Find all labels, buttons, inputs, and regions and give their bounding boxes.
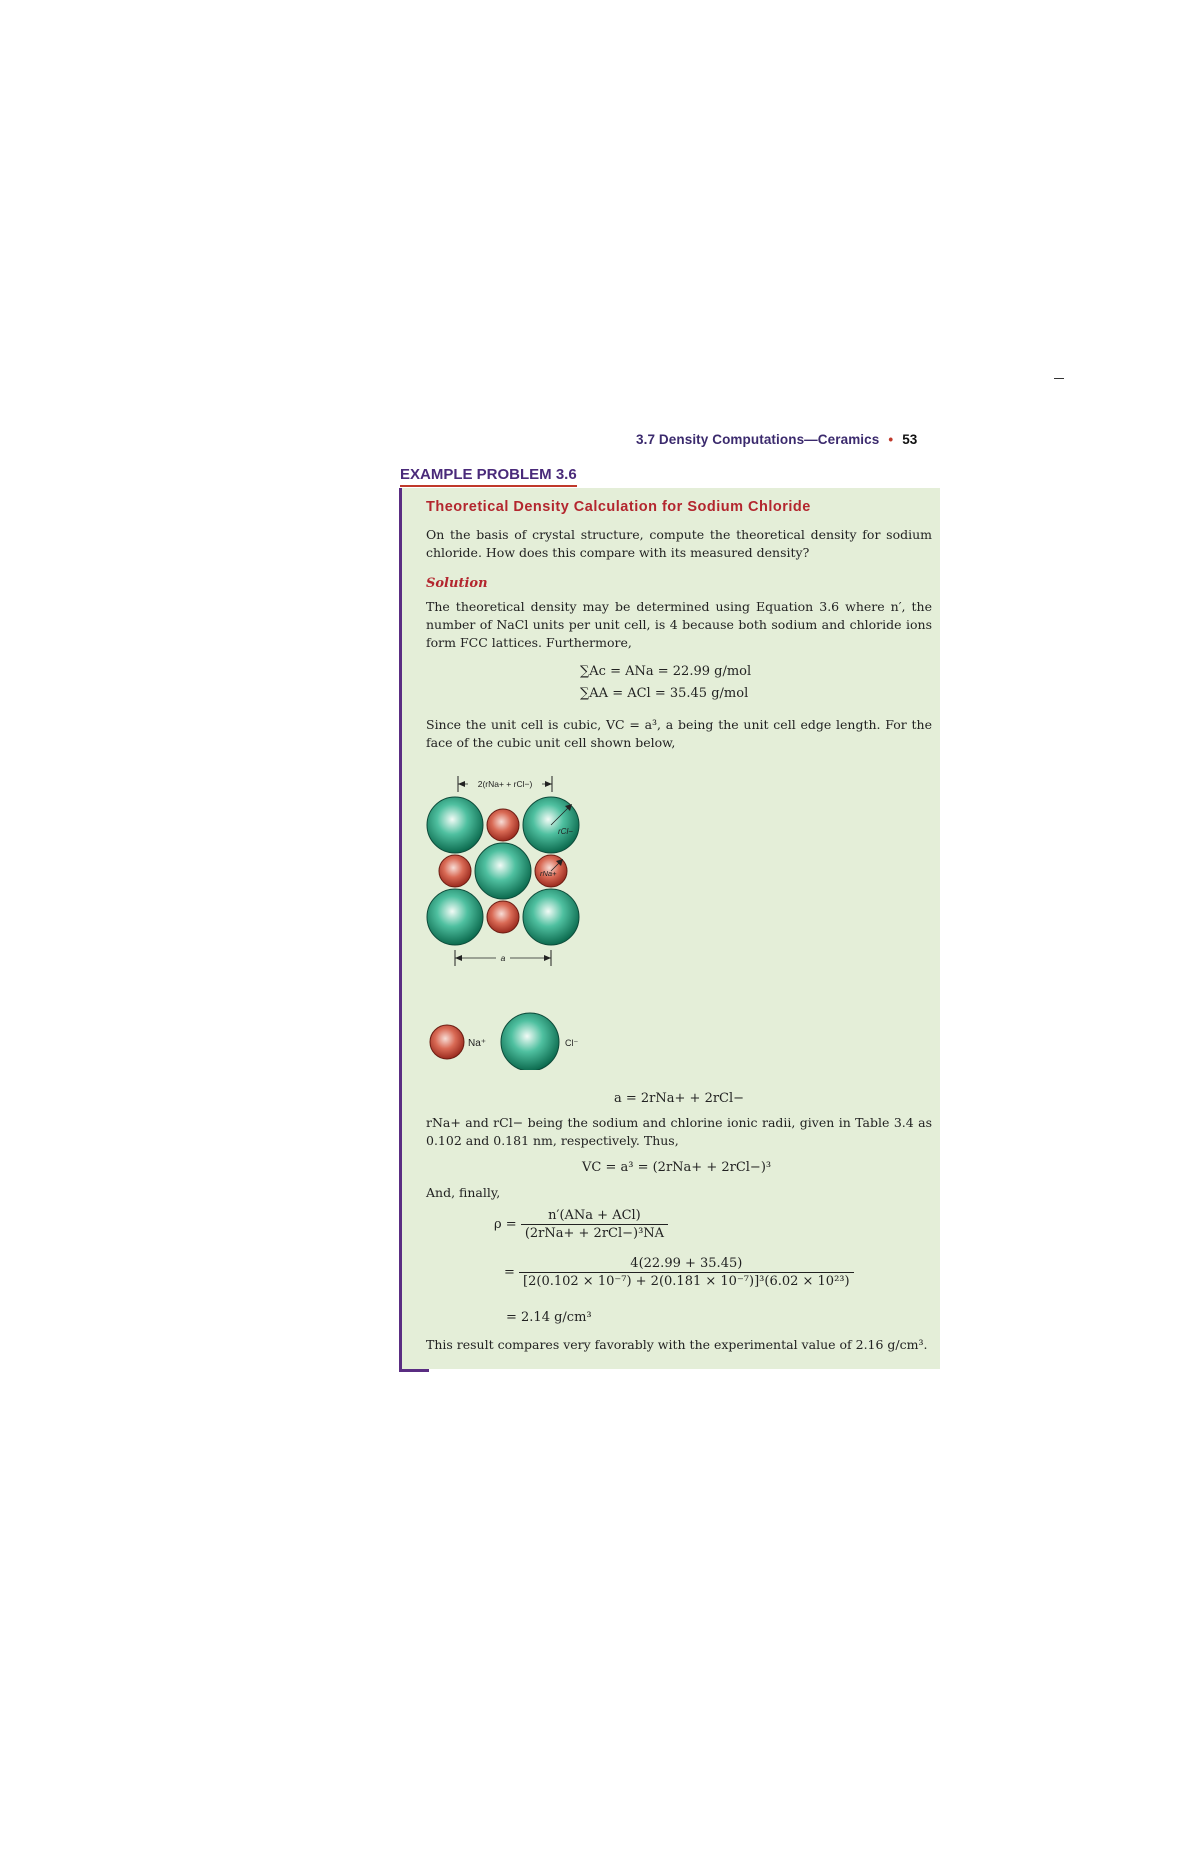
- equation-sum-ac: ∑Ac = ANa = 22.99 g/mol: [580, 664, 752, 679]
- solution-text-1: The theoretical density may be determined using Equation 3.6 where n′, the number of NaCl units per unit cell, is 4 because both sodium and chloride ions form FCC lattices. Furthermore,: [426, 599, 932, 650]
- top-dimension-label: 2(rNa+ + rCl−): [477, 779, 533, 789]
- density-equation: [494, 1208, 668, 1241]
- na-ion: [439, 855, 471, 887]
- r-na-label: rNa+: [540, 869, 557, 878]
- density-numerator: n′(ANa + ACl): [521, 1208, 668, 1225]
- substitution-numerator: 4(22.99 + 35.45): [519, 1256, 854, 1273]
- bottom-dimension-label: a: [500, 953, 506, 963]
- cl-ion: [523, 889, 579, 945]
- header-bullet: •: [888, 432, 894, 447]
- legend-na-ion: [430, 1025, 464, 1059]
- cl-ion: [475, 843, 531, 899]
- crop-mark: [1054, 378, 1064, 379]
- box-bottom-rule: [399, 1369, 429, 1372]
- box-left-rule: [399, 488, 402, 1372]
- cl-ion: [427, 797, 483, 853]
- legend-na-label: Na⁺: [468, 1038, 487, 1049]
- legend-cl-label: Cl⁻: [565, 1038, 579, 1048]
- legend-cl-ion: [501, 1013, 559, 1070]
- density-fraction: [521, 1208, 668, 1241]
- page-number: 53: [902, 432, 918, 447]
- na-ion: [487, 809, 519, 841]
- r-cl-label: rCl−: [558, 827, 573, 836]
- equation-a: a = 2rNa+ + 2rCl−: [614, 1091, 745, 1106]
- conclusion-text: This result compares very favorably with the experimental value of 2.16 g/cm³.: [426, 1337, 928, 1352]
- solution-text-2: Since the unit cell is cubic, VC = a³, a being the unit cell edge length. For the face of the cubic unit cell shown below,: [426, 717, 932, 750]
- cl-ion: [427, 889, 483, 945]
- example-problem-label: EXAMPLE PROBLEM 3.6: [400, 466, 577, 487]
- equation-sum-aa: ∑AA = ACl = 35.45 g/mol: [580, 686, 749, 701]
- density-substitution: [504, 1256, 854, 1289]
- running-header: [636, 432, 917, 447]
- example-title: Theoretical Density Calculation for Sodium Chloride: [426, 499, 811, 515]
- problem-text: On the basis of crystal structure, compute the theoretical density for sodium chloride. How does this compare with its measured density?: [426, 527, 932, 560]
- solution-heading: Solution: [426, 576, 488, 591]
- solution-text-3: rNa+ and rCl− being the sodium and chlorine ionic radii, given in Table 3.4 as 0.102 and 0.181 nm, respectively. Thus,: [426, 1115, 932, 1148]
- density-result: = 2.14 g/cm³: [506, 1310, 592, 1325]
- and-finally-text: And, finally,: [426, 1185, 501, 1200]
- nacl-unit-cell-face-figure: [420, 770, 620, 1070]
- substitution-fraction: [519, 1256, 854, 1289]
- equals-sign: =: [504, 1265, 515, 1280]
- rho-symbol: ρ =: [494, 1217, 517, 1232]
- section-title: 3.7 Density Computations—Ceramics: [636, 432, 880, 447]
- na-ion: [487, 901, 519, 933]
- substitution-denominator: [2(0.102 × 10⁻⁷) + 2(0.181 × 10⁻⁷)]³(6.02 × 10²³): [523, 1274, 850, 1289]
- density-denominator: (2rNa+ + 2rCl−)³NA: [524, 1226, 665, 1241]
- equation-vc: VC = a³ = (2rNa+ + 2rCl−)³: [582, 1160, 772, 1175]
